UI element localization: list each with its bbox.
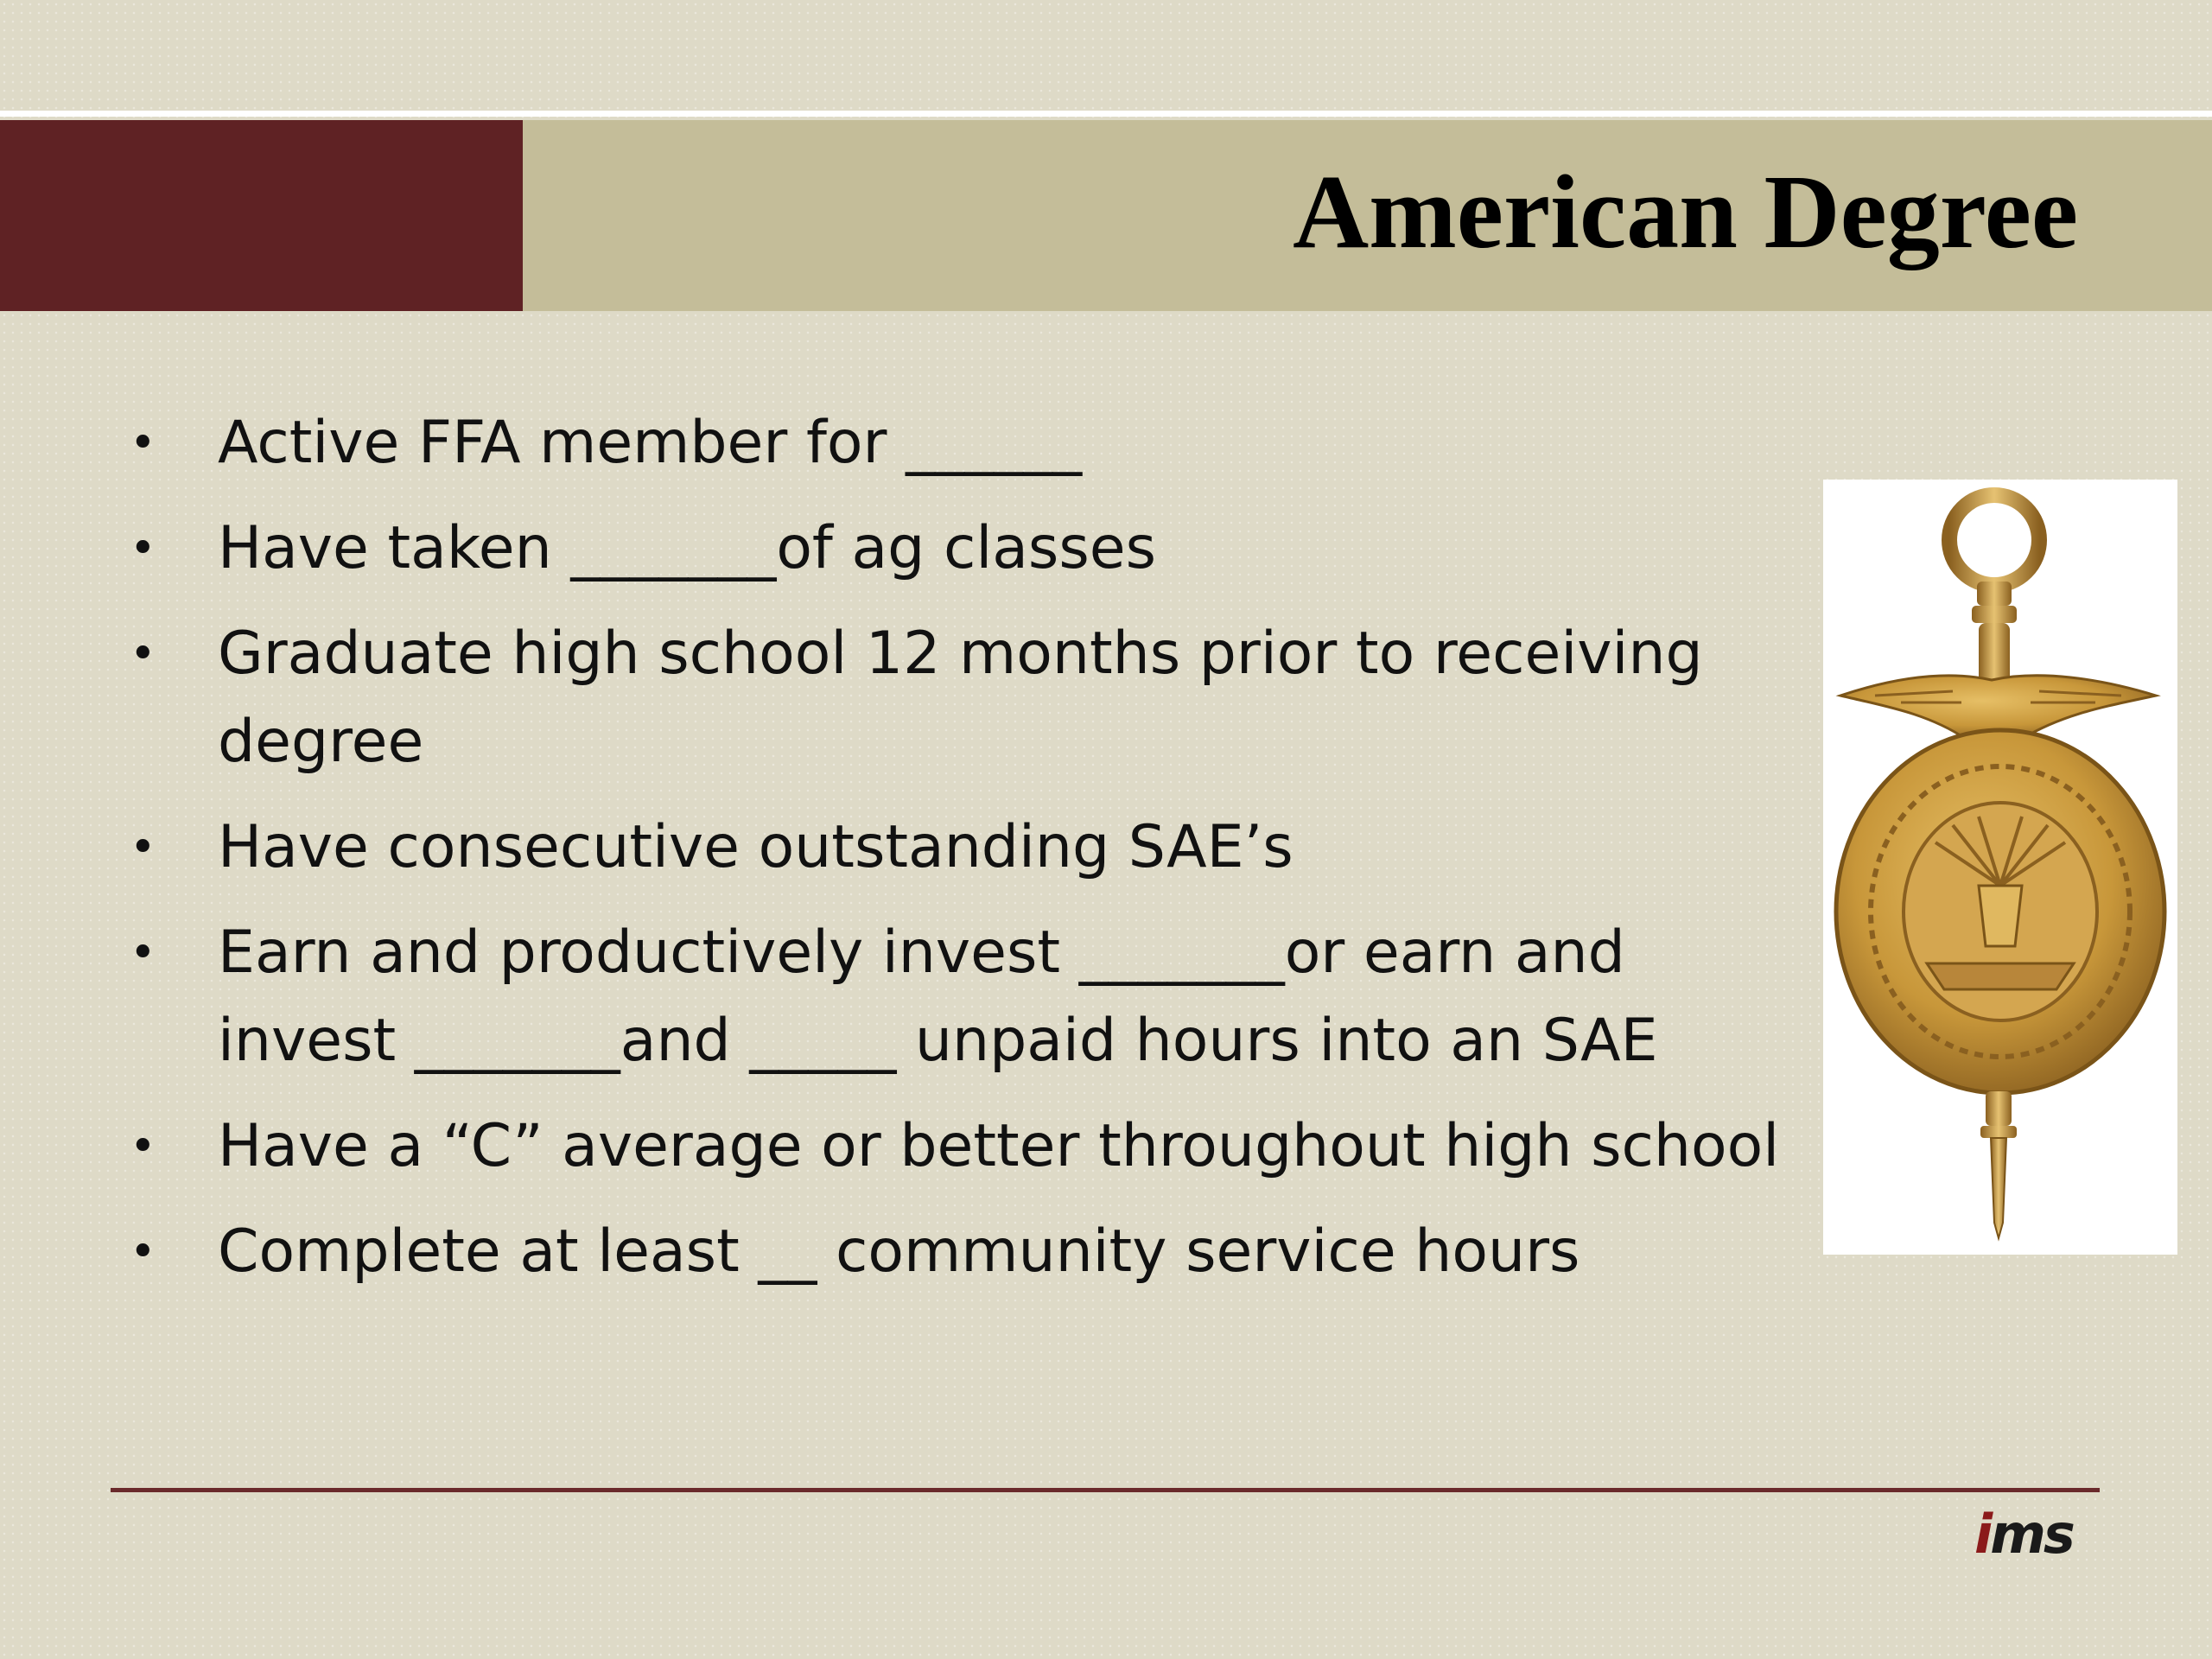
bullet-community-service: • Complete at least __ community service hours [130,1208,1815,1296]
ffa-american-degree-key-icon [1823,480,2177,1255]
header-accent-block [0,120,523,311]
footer-divider-line [111,1488,2100,1492]
bullet-sae: • Have consecutive outstanding SAE’s [130,804,1815,892]
slide-title: American Degree [1293,154,2078,270]
bullet-graduate: • Graduate high school 12 months prior to receiving degree [130,610,1815,786]
american-degree-key-image [1823,480,2177,1255]
top-divider-line [0,111,2212,117]
bullet-earn-invest: • Earn and productively invest _______or earn and invest _______and _____ unpaid hours into an SAE [130,909,1815,1085]
ims-logo: ims [1974,1503,2073,1566]
bullet-list [130,399,1815,1313]
bullet-active-member: • Active FFA member for ______ [130,399,1815,487]
bullet-average: • Have a “C” average or better throughout high school [130,1103,1815,1191]
bullet-ag-classes: • Have taken _______of ag classes [130,505,1815,593]
